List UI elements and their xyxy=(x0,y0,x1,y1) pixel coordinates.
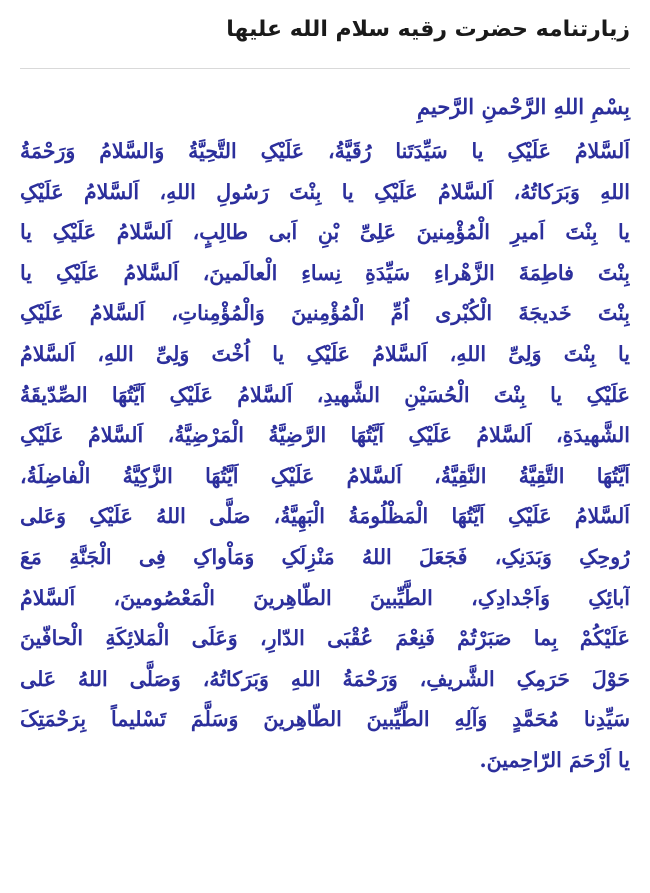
title-divider xyxy=(20,68,630,69)
text-line: یا اَرْحَمَ الرّاحِمینَ. xyxy=(479,747,630,772)
text-line: عَلَیْکِ یا بِنْتَ الْحُسَیْنِ الشَّهیدِ، اَلسَّلامُ عَلَیْکِ اَیَّتُهَا الصِّدّیقَةُ xyxy=(20,382,630,407)
text-line: بِنْتَ خَدیجَةَ الْکُبْری اُمِّ الْمُؤْمِنینَ وَالْمُؤْمِناتِ، اَلسَّلامُ عَلَیْکِ xyxy=(20,301,630,326)
text-line: رُوحِکِ وَبَدَنِکِ، فَجَعَلَ اللهُ مَنْزِلَکِ وَمَاْواکِ فِی الْجَنَّةِ مَعَ xyxy=(20,544,630,569)
text-line: اَیَّتُهَا التَّقِیَّةُ النَّقِیَّةُ، اَلسَّلامُ عَلَیْکِ اَیَّتُهَا الزَّکِیَّةُ الْفاضِلَةُ، xyxy=(20,463,630,488)
text-line: الشَّهیدَةِ، اَلسَّلامُ عَلَیْکِ اَیَّتُهَا الرَّضِیَّةُ الْمَرْضِیَّةُ، اَلسَّلامُ عَلَیْکِ xyxy=(20,423,630,448)
text-line: یا بِنْتَ اَمیرِ الْمُؤْمِنینَ عَلِیِّ بْنِ اَبی طالِبٍ، اَلسَّلامُ عَلَیْکِ یا xyxy=(20,220,630,245)
text-line: یا بِنْتَ وَلِیِّ اللهِ، اَلسَّلامُ عَلَیْکِ یا اُخْتَ وَلِیِّ اللهِ، اَلسَّلامُ xyxy=(20,341,630,366)
text-line: اَلسَّلامُ عَلَیْکِ اَیَّتُهَا الْمَظْلُومَةُ الْبَهِیَّةُ، صَلَّی اللهُ عَلَیْکِ وَعَلی xyxy=(20,504,630,529)
text-line: حَوْلَ حَرَمِکِ الشَّریفِ، وَرَحْمَةُ اللهِ وَبَرَکاتُهُ، وَصَلَّی اللهُ عَلی xyxy=(20,666,630,691)
text-line: اَلسَّلامُ عَلَیْکِ یا سَیِّدَتَنا رُقَیَّةُ، عَلَیْکِ التَّحِیَّةُ وَالسَّلامُ وَرَحْمَةُ xyxy=(20,139,630,163)
text-line: سَیِّدِنا مُحَمَّدٍ وَآلِهِ الطَّیِّبینَ الطّاهِرینَ وَسَلَّمَ تَسْلیماً بِرَحْمَتِکَ xyxy=(20,707,630,732)
text-line: بِنْتَ فاطِمَةَ الزَّهْراءِ سَیِّدَةِ نِساءِ الْعالَمینَ، اَلسَّلامُ عَلَیْکِ یا xyxy=(20,260,630,285)
text-line: آبائِکِ وَاَجْدادِکِ، الطَّیِّبینَ الطّاهِرینَ الْمَعْصُومینَ، اَلسَّلامُ xyxy=(20,585,630,610)
basmala: بِسْمِ اللهِ الرَّحْمنِ الرَّحیمِ xyxy=(417,94,630,119)
ziyarat-text xyxy=(20,131,630,781)
page-title: زیارتنامه حضرت رقیه سلام الله علیها xyxy=(226,17,630,42)
text-line: اللهِ وَبَرَکاتُهُ، اَلسَّلامُ عَلَیْکِ یا بِنْتَ رَسُولِ اللهِ، اَلسَّلامُ عَلَیْکِ xyxy=(20,179,630,204)
text-line: عَلَیْکُمْ بِما صَبَرْتُمْ فَنِعْمَ عُقْبَی الدّارِ، وَعَلَی الْمَلائِکَةِ الْحافّینَ xyxy=(20,626,630,651)
